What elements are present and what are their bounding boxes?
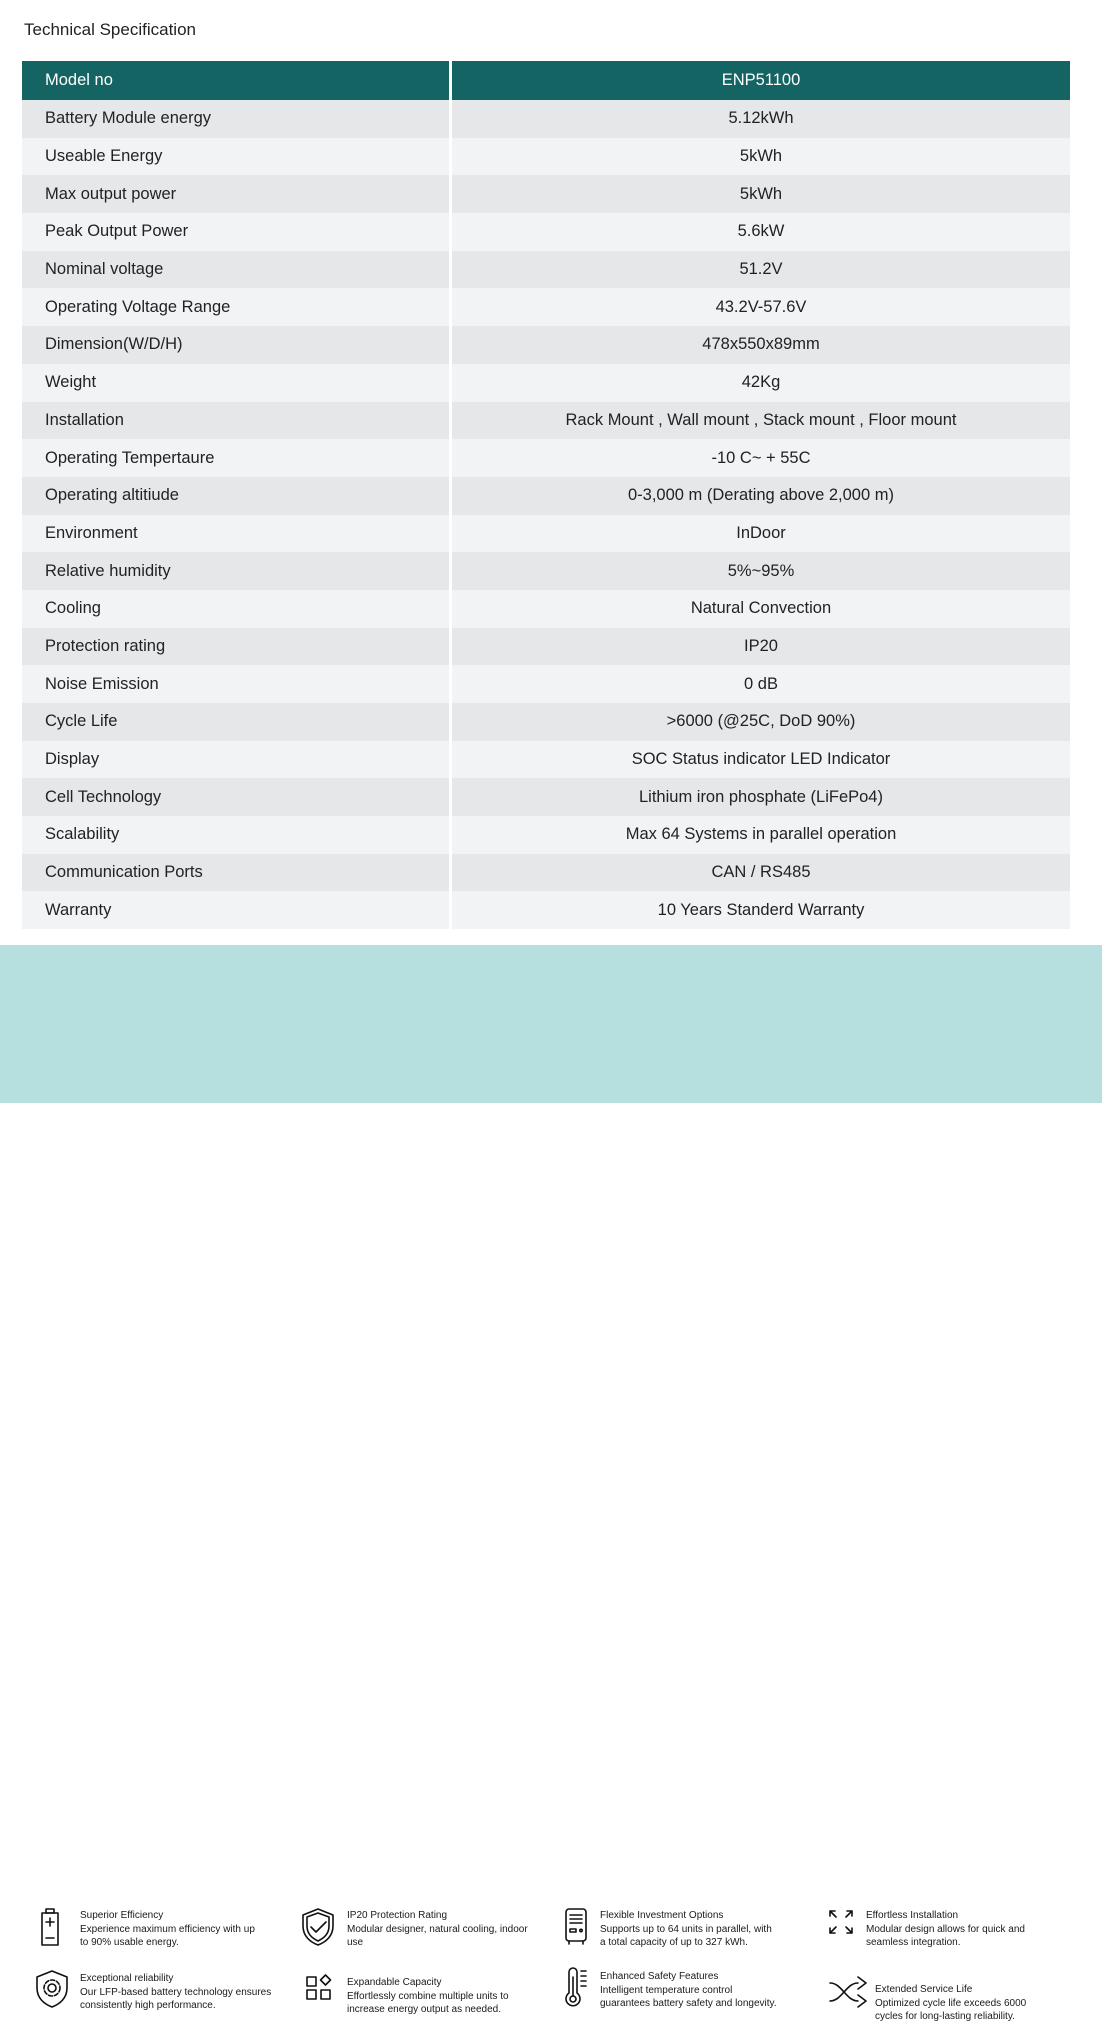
table-row xyxy=(22,854,1070,892)
battery-icon xyxy=(40,1907,66,1952)
table-row xyxy=(22,138,1070,176)
spec-key: Weight xyxy=(45,373,97,392)
table-row xyxy=(22,213,1070,251)
spec-key: Warranty xyxy=(45,900,112,919)
spec-key: Cell Technology xyxy=(45,787,162,806)
spec-value: >6000 (@25C, DoD 90%) xyxy=(666,712,856,731)
spec-value: 5kWh xyxy=(739,184,783,203)
spec-value: 5.6kW xyxy=(737,222,785,241)
spec-value: -10 C~ + 55C xyxy=(711,448,811,467)
spec-key: Communication Ports xyxy=(45,863,203,882)
battery-cabinet-icon xyxy=(563,1907,589,1952)
feature-item xyxy=(563,1967,777,2014)
header-value: ENP51100 xyxy=(721,71,801,89)
spec-key: Cooling xyxy=(45,599,101,618)
spec-key: Installation xyxy=(45,410,124,429)
table-row xyxy=(22,364,1070,402)
feature-item xyxy=(300,1907,528,1952)
table-row xyxy=(22,251,1070,289)
spec-key: Operating altitiude xyxy=(45,486,179,505)
shuffle-arrows-icon xyxy=(828,1975,870,2024)
spec-value: 0-3,000 m (Derating above 2,000 m) xyxy=(628,486,894,505)
feature-item xyxy=(828,1975,1026,2024)
table-row xyxy=(22,100,1070,138)
feature-desc-line: Intelligent temperature control xyxy=(600,1984,733,1996)
spec-key: Operating Voltage Range xyxy=(45,297,231,316)
spec-key: Cycle Life xyxy=(45,712,118,731)
feature-desc-line: seamless integration. xyxy=(866,1937,961,1948)
header-key: Model no xyxy=(45,71,113,89)
spec-value: 0 dB xyxy=(744,674,778,693)
table-row xyxy=(22,477,1070,515)
spec-value: 5%~95% xyxy=(727,561,795,580)
feature-item xyxy=(40,1907,255,1952)
spec-value: Lithium iron phosphate (LiFePo4) xyxy=(639,787,883,806)
table-row xyxy=(22,741,1070,779)
spec-key: Display xyxy=(45,750,100,769)
feature-desc-line: Our LFP-based battery technology ensures xyxy=(80,1986,272,1998)
feature-title: IP20 Protection Rating xyxy=(347,1910,448,1921)
feature-item xyxy=(563,1907,772,1952)
table-row xyxy=(22,175,1070,213)
feature-title: Expandable Capacity xyxy=(347,1977,442,1988)
spec-key: Nominal voltage xyxy=(45,260,164,279)
table-row xyxy=(22,778,1070,816)
spec-key: Protection rating xyxy=(45,636,166,655)
shield-check-icon xyxy=(300,1907,336,1952)
features-panel xyxy=(0,945,1102,2022)
shield-gear-icon xyxy=(34,1969,70,2014)
spec-value: 478x550x89mm xyxy=(702,335,820,354)
feature-desc-line: increase energy output as needed. xyxy=(347,2004,501,2015)
table-row xyxy=(22,665,1070,703)
table-row xyxy=(22,402,1070,440)
spec-key: Peak Output Power xyxy=(45,222,189,241)
feature-desc-line: Modular designer, natural cooling, indoor xyxy=(347,1923,528,1935)
expand-arrows-icon xyxy=(826,1907,856,1950)
table-row xyxy=(22,590,1070,628)
spec-key: Dimension(W/D/H) xyxy=(45,335,183,354)
feature-item xyxy=(34,1969,271,2014)
feature-desc-line: Modular design allows for quick and xyxy=(866,1923,1025,1935)
table-row xyxy=(22,288,1070,326)
feature-item xyxy=(304,1973,509,2017)
spec-value: CAN / RS485 xyxy=(711,863,811,882)
spec-value: SOC Status indicator LED Indicator xyxy=(631,750,891,769)
table-row xyxy=(22,703,1070,741)
spec-key: Environment xyxy=(45,523,138,542)
spec-key: Relative humidity xyxy=(45,561,171,580)
table-header xyxy=(22,61,1070,100)
table-row xyxy=(22,552,1070,590)
spec-key: Battery Module energy xyxy=(45,109,212,128)
spec-value: Rack Mount , Wall mount , Stack mount , Floor mount xyxy=(565,410,957,429)
feature-title: Flexible Investment Options xyxy=(600,1910,724,1921)
spec-value: Max 64 Systems in parallel operation xyxy=(625,825,897,844)
spec-value: 5.12kWh xyxy=(728,109,794,128)
spec-value: 51.2V xyxy=(739,260,783,279)
feature-desc-line: consistently high performance. xyxy=(80,2000,216,2011)
spec-key: Operating Tempertaure xyxy=(45,448,215,467)
feature-title: Exceptional reliability xyxy=(80,1973,174,1984)
feature-desc-line: a total capacity of up to 327 kWh. xyxy=(600,1937,748,1948)
spec-value: Natural Convection xyxy=(690,599,832,618)
feature-title: Enhanced Safety Features xyxy=(600,1971,719,1982)
spec-key: Useable Energy xyxy=(45,147,163,166)
feature-desc-line: Effortlessly combine multiple units to xyxy=(347,1990,509,2002)
feature-desc-line: Supports up to 64 units in parallel, with xyxy=(600,1923,772,1935)
spec-value: 5kWh xyxy=(739,147,783,166)
table-row xyxy=(22,326,1070,364)
feature-desc-line: Optimized cycle life exceeds 6000 xyxy=(875,1997,1027,2009)
feature-desc-line: guarantees battery safety and longevity. xyxy=(600,1998,777,2009)
feature-title: Effortless Installation xyxy=(866,1910,959,1921)
feature-desc-line: cycles for long-lasting reliability. xyxy=(875,2011,1015,2022)
table-row xyxy=(22,439,1070,477)
table-row xyxy=(22,891,1070,929)
thermometer-icon xyxy=(563,1967,589,2014)
spec-value: 43.2V-57.6V xyxy=(715,297,807,316)
feature-title: Superior Efficiency xyxy=(80,1910,164,1921)
spec-value: IP20 xyxy=(744,636,778,655)
spec-value: 42Kg xyxy=(741,373,781,392)
feature-desc-line: use xyxy=(347,1937,364,1948)
feature-desc-line: Experience maximum efficiency with up xyxy=(80,1923,255,1935)
page-title: Technical Specification xyxy=(24,20,196,39)
spec-key: Noise Emission xyxy=(45,674,159,693)
spec-value: 10 Years Standerd Warranty xyxy=(657,900,865,919)
spec-table xyxy=(22,61,1070,929)
feature-desc-line: to 90% usable energy. xyxy=(80,1937,179,1948)
modules-icon xyxy=(304,1973,334,2017)
table-row xyxy=(22,816,1070,854)
spec-value: InDoor xyxy=(736,523,786,542)
table-row xyxy=(22,628,1070,666)
spec-key: Max output power xyxy=(45,184,177,203)
table-row xyxy=(22,515,1070,553)
feature-item xyxy=(826,1907,1025,1950)
feature-title: Extended Service Life xyxy=(875,1984,973,1995)
spec-key: Scalability xyxy=(45,825,120,844)
